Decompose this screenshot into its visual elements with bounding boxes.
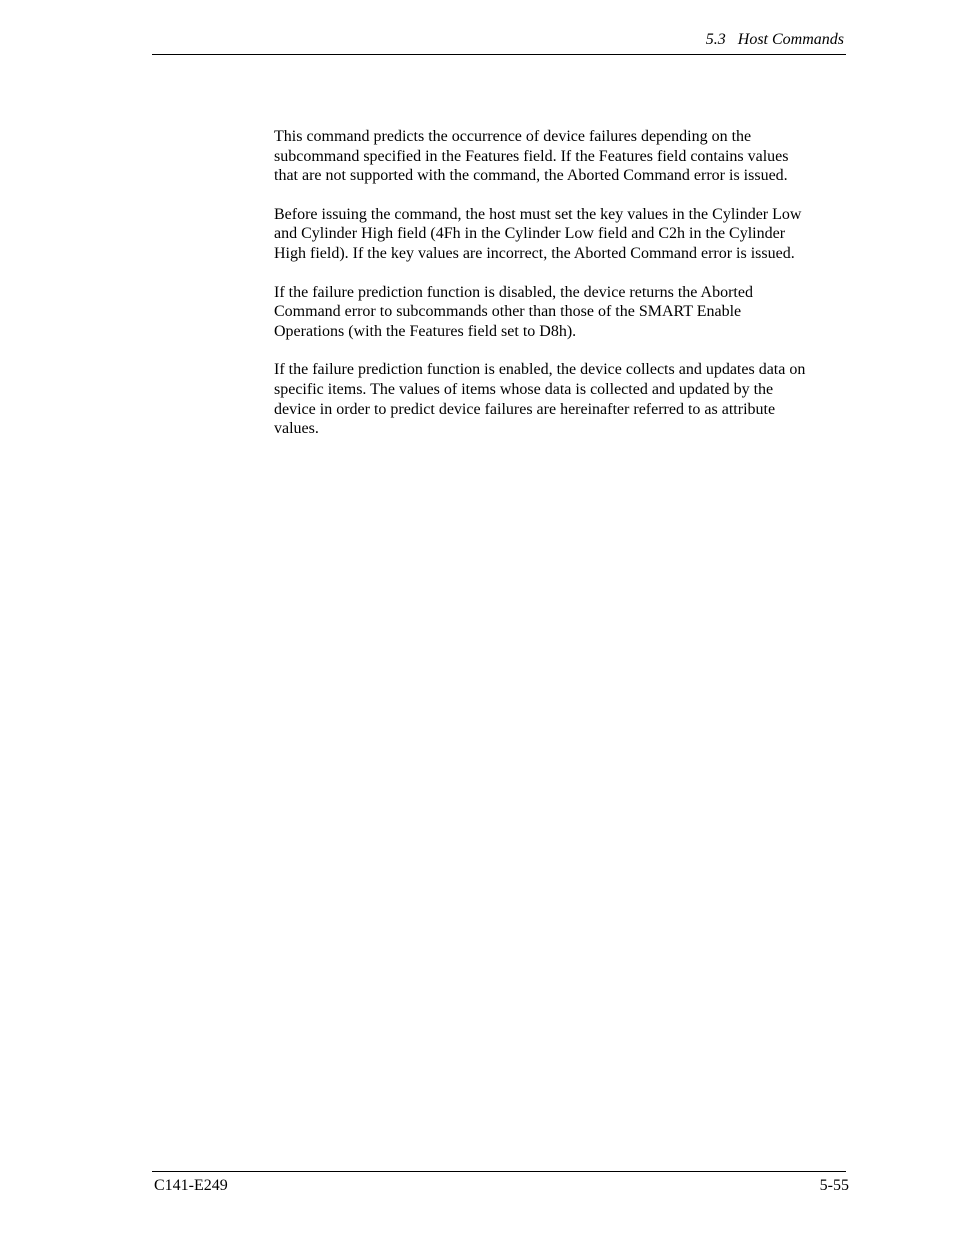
text-line: values. [274, 420, 319, 438]
section-title: Host Commands [737, 31, 844, 48]
text-line: that are not supported with the command, the Aborted Command error is issued. [274, 167, 788, 185]
paragraph-1 [274, 127, 848, 186]
page-number: 5-55 [819, 1177, 849, 1194]
footer-rule [152, 1171, 846, 1172]
section-number: 5.3 [705, 31, 726, 48]
running-header [706, 31, 844, 49]
body-text [274, 127, 848, 458]
text-line: If the failure prediction function is disabled, the device returns the Aborted [274, 283, 753, 301]
text-line: If the failure prediction function is enabled, the device collects and updates data on [274, 361, 806, 379]
text-line: subcommand specified in the Features field. If the Features field contains values [274, 147, 789, 165]
paragraph-4 [274, 360, 848, 438]
text-line: Operations (with the Features field set to D8h). [274, 322, 577, 340]
text-line: Command error to subcommands other than those of the SMART Enable [274, 303, 742, 321]
text-line: device in order to predict device failures are hereinafter referred to as attribute [274, 400, 776, 418]
text-line: High field). If the key values are incorrect, the Aborted Command error is issued. [274, 244, 795, 262]
text-line: and Cylinder High field (4Fh in the Cylinder Low field and C2h in the Cylinder [274, 225, 786, 243]
text-line: This command predicts the occurrence of device failures depending on the [274, 128, 752, 145]
paragraph-3 [274, 283, 848, 342]
text-line: Before issuing the command, the host must set the key values in the Cylinder Low [274, 205, 802, 223]
paragraph-2 [274, 205, 848, 264]
document-id: C141-E249 [154, 1177, 228, 1194]
header-rule [152, 54, 846, 55]
text-line: specific items. The values of items whose data is collected and updated by the [274, 380, 774, 398]
